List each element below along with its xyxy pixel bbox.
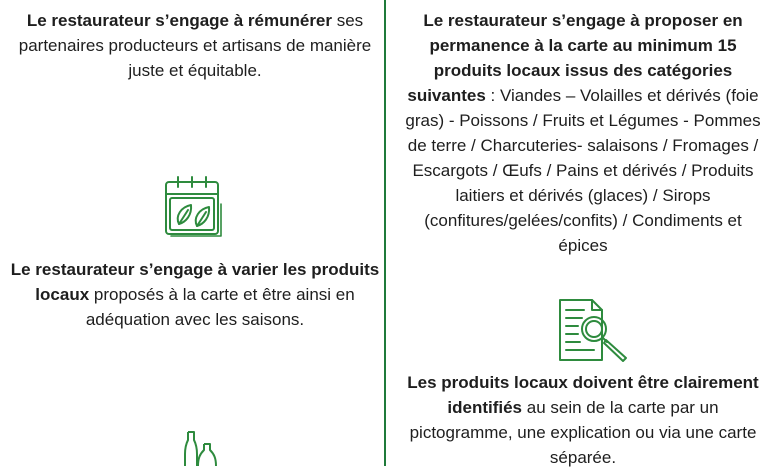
right-paragraph-identification-text: au sein de la carte par un pictogramme, une explication ou via une carte séparée. <box>409 398 757 467</box>
right-paragraph-local-products <box>398 8 768 258</box>
calendar-leaf-icon <box>161 174 231 242</box>
left-paragraph-remuneration <box>8 8 382 83</box>
right-paragraph-local-products-bold: Le restaurateur s’engage à proposer en permanence à la carte au minimum 15 produits locaux issus des catégories suivantes <box>407 11 743 105</box>
column-divider <box>384 0 386 466</box>
bottles-icon <box>178 430 222 466</box>
left-paragraph-variety-text: proposés à la carte et être ainsi en adéquation avec les saisons. <box>85 285 355 329</box>
left-paragraph-variety-bold: Le restaurateur s’engage à varier les produits locaux <box>10 260 380 304</box>
left-paragraph-remuneration-bold: Le restaurateur s’engage à rémunérer <box>26 11 332 30</box>
left-paragraph-remuneration-text: ses partenaires producteurs et artisans de manière juste et équitable. <box>18 11 372 80</box>
document-search-icon <box>556 296 632 364</box>
right-paragraph-identification <box>398 370 768 470</box>
left-paragraph-variety <box>8 257 382 332</box>
right-paragraph-identification-bold: Les produits locaux doivent être clairement identifiés <box>407 373 759 417</box>
right-paragraph-local-products-text: : Viandes – Volailles et dérivés (foie gras) - Poissons / Fruits et Légumes - Pommes de terre / Charcuteries- salaisons / Fromages / Escargots / Œufs / Pains et dérivés / Produits laitiers et dérivés (glaces) / Sirops (confitures/gelées/confits) / Condiments et épices <box>405 86 761 255</box>
